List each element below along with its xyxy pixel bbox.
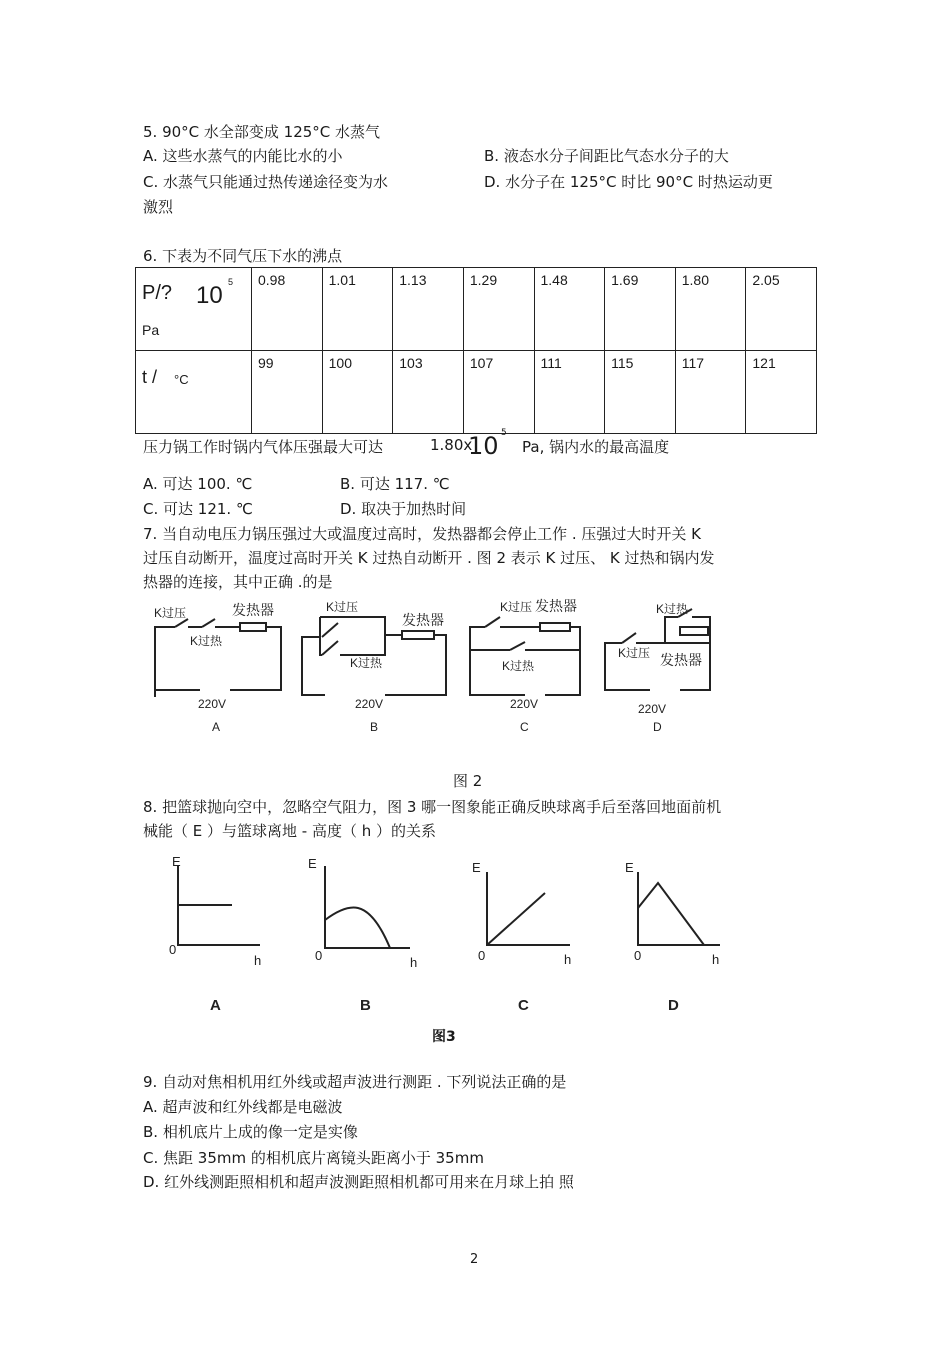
pressure-cell: 1.29 — [463, 268, 534, 351]
pressure-cell: 1.80 — [675, 268, 746, 351]
temperature-cell: 107 — [463, 351, 534, 434]
circuit-c-voltage-label: 220V — [510, 697, 539, 711]
q5-option-b: B. 液态水分子间距比气态水分子的大 — [484, 147, 729, 165]
pressure-header-cell: P/? 10 5 Pa — [136, 268, 252, 351]
graph-d-line — [638, 883, 704, 945]
q9-option-d: D. 红外线测距照相机和超声波测距照相机都可用来在月球上拍 照 — [143, 1173, 574, 1191]
circuit-b-voltage-label: 220V — [355, 697, 384, 711]
temperature-cell: 117 — [675, 351, 746, 434]
temperature-row — [136, 351, 817, 434]
q6-stem: 6. 下表为不同气压下水的沸点 — [143, 247, 343, 265]
graph-b-x-label: h — [410, 955, 418, 970]
pressure-cell: 0.98 — [252, 268, 323, 351]
q8-line2: 械能（ E ）与篮球离地 - 高度（ h ）的关系 — [143, 822, 437, 840]
graph-a-letter: A — [210, 997, 221, 1014]
temperature-cell: 100 — [322, 351, 393, 434]
q6-statement-ten: 10 — [468, 432, 499, 460]
circuit-a-k-heat-label: K过热 — [190, 634, 223, 648]
circuit-b-k-heat-label: K过热 — [350, 656, 383, 670]
graph-c-letter: C — [518, 997, 529, 1014]
temperature-cell: 99 — [252, 351, 323, 434]
q6-option-b: B. 可达 117. ℃ — [340, 475, 450, 493]
graph-d-letter: D — [668, 997, 679, 1014]
circuit-a-k-pressure-label: K过压 — [154, 606, 187, 620]
graph-a-y-label: E — [172, 854, 181, 869]
circuit-c-letter: C — [520, 720, 529, 734]
q9-option-c: C. 焦距 35mm 的相机底片离镜头距离小于 35mm — [143, 1149, 484, 1167]
figure-2-caption: 图 2 — [453, 772, 483, 790]
pressure-row — [136, 268, 817, 351]
circuit-d-k-heat-label: K过热 — [656, 602, 689, 616]
q9-option-b: B. 相机底片上成的像一定是实像 — [143, 1123, 358, 1141]
graph-b-origin: 0 — [315, 948, 323, 963]
q9-stem: 9. 自动对焦相机用红外线或超声波进行测距 . 下列说法正确的是 — [143, 1073, 567, 1091]
graph-c-line — [487, 893, 545, 945]
circuit-c-k-heat-label: K过热 — [502, 659, 535, 673]
q6-option-c: C. 可达 121. ℃ — [143, 500, 253, 518]
graph-d-axes — [638, 872, 720, 945]
pressure-cell: 2.05 — [746, 268, 817, 351]
pressure-cell: 1.01 — [322, 268, 393, 351]
q5-option-c: C. 水蒸气只能通过热传递途径变为水 — [143, 173, 389, 191]
pressure-cell: 1.69 — [605, 268, 676, 351]
q7-line1: 7. 当自动电压力锅压强过大或温度过高时，发热器都会停止工作 . 压强过大时开关 K — [143, 525, 701, 543]
graph-b-y-label: E — [308, 856, 317, 871]
q6-option-a: A. 可达 100. ℃ — [143, 475, 253, 493]
circuit-a — [155, 619, 281, 697]
q6-statement-part3: Pa, 锅内水的最高温度 — [522, 438, 670, 456]
graph-a-origin: 0 — [169, 942, 177, 957]
temperature-header-cell: t / °C — [136, 351, 252, 434]
pressure-cell: 1.48 — [534, 268, 605, 351]
circuit-a-voltage-label: 220V — [198, 697, 227, 711]
q5-option-a: A. 这些水蒸气的内能比水的小 — [143, 147, 343, 165]
q7-line3: 热器的连接，其中正确 .的是 — [143, 573, 333, 591]
energy-height-graphs — [160, 850, 740, 1050]
graph-c-y-label: E — [472, 860, 481, 875]
q7-line2: 过压自动断开，温度过高时开关 K 过热自动断开 . 图 2 表示 K 过压、 K 过热和锅内发 — [143, 549, 715, 567]
circuit-a-letter: A — [212, 720, 221, 734]
figure-3-caption: 图3 — [432, 1029, 456, 1045]
q6-option-d: D. 取决于加热时间 — [340, 500, 467, 518]
circuit-d-k-pressure-label: K过压 — [618, 646, 651, 660]
q5-option-d: D. 水分子在 125°C 时比 90°C 时热运动更 — [484, 173, 773, 191]
circuit-a-heater-label: 发热器 — [232, 602, 274, 618]
graph-a-x-label: h — [254, 953, 262, 968]
pressure-cell: 1.13 — [393, 268, 464, 351]
circuit-d-voltage-label: 220V — [638, 702, 667, 716]
graph-b-curve — [325, 908, 390, 949]
graph-c-origin: 0 — [478, 948, 486, 963]
graph-d-y-label: E — [625, 860, 634, 875]
temperature-cell: 115 — [605, 351, 676, 434]
q6-statement-part1: 压力锅工作时锅内气体压强最大可达 — [143, 438, 384, 456]
circuit-figure — [140, 595, 720, 740]
boiling-point-table — [135, 267, 817, 434]
circuit-c-k-pressure-label: K过压 — [500, 600, 533, 614]
circuit-c-heater-label: 发热器 — [535, 598, 577, 614]
q5-stem: 5. 90°C 水全部变成 125°C 水蒸气 — [143, 123, 381, 141]
temperature-cell: 111 — [534, 351, 605, 434]
graph-b-letter: B — [360, 997, 371, 1014]
circuit-b-letter: B — [370, 720, 379, 734]
q6-statement-part2: 1.80x — [430, 436, 473, 454]
graph-d-origin: 0 — [634, 948, 642, 963]
temperature-cell: 103 — [393, 351, 464, 434]
temperature-cell: 121 — [746, 351, 817, 434]
graph-b-axes — [325, 866, 410, 948]
q9-option-a: A. 超声波和红外线都是电磁波 — [143, 1098, 343, 1116]
graph-c-x-label: h — [564, 952, 572, 967]
q5-option-d-continued: 激烈 — [143, 198, 174, 216]
graph-d-x-label: h — [712, 952, 720, 967]
circuit-b-k-pressure-label: K过压 — [326, 600, 359, 614]
q8-line1: 8. 把篮球抛向空中，忽略空气阻力，图 3 哪一图象能正确反映球离手后至落回地面前机 — [143, 798, 722, 816]
circuit-d-letter: D — [653, 720, 662, 734]
page-number: 2 — [470, 1252, 479, 1267]
circuit-c — [470, 617, 580, 695]
q6-statement-exponent: 5 — [501, 428, 507, 438]
circuit-d-heater-label: 发热器 — [660, 652, 702, 668]
circuit-b-heater-label: 发热器 — [402, 612, 444, 628]
